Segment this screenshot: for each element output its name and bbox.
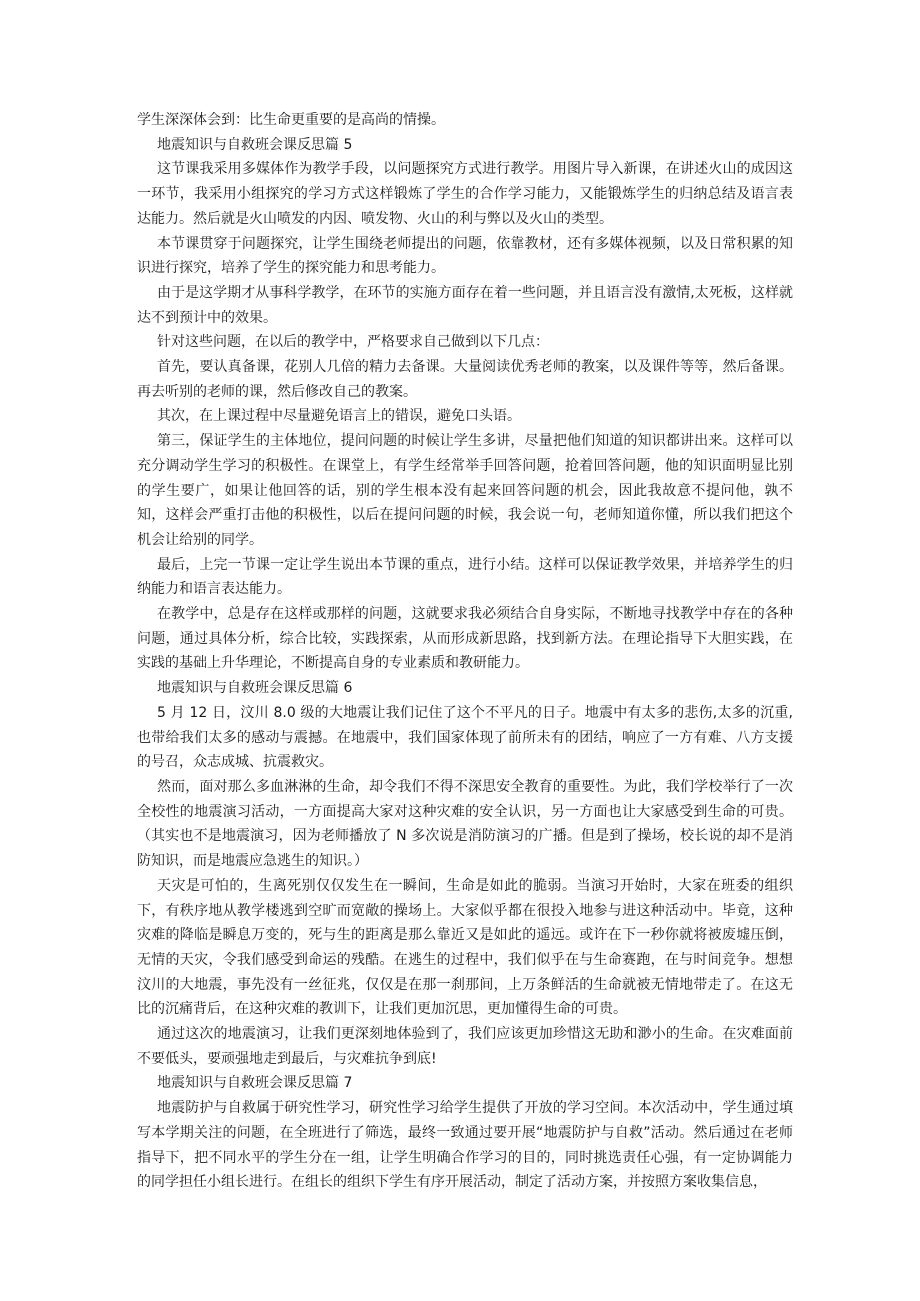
section-heading-6: 地震知识与自救班会课反思篇 6 [157, 680, 353, 697]
paragraph: 针对这些问题，在以后的教学中，严格要求自己做到以下几点： [157, 334, 549, 351]
paragraph: 5 月 12 日，汶川 8.0 级的大地震让我们记住了这个不平凡的日子。地震中有太多的悲伤,太多的沉重,也带给我们太多的感动与震撼。在地震中，我们国家体现了前所未有的团结，响应了一方有难、八方支援的号召，众志成城、抗震救灾。 [137, 704, 793, 771]
paragraph: 其次，在上课过程中尽量避免语言上的错误，避免口头语。 [157, 408, 521, 425]
section-heading-5: 地震知识与自救班会课反思篇 5 [157, 136, 353, 153]
paragraph: 通过这次的地震演习，让我们更深刻地体验到了，我们应该更加珍惜这无助和渺小的生命。在灾难面前不要低头，要顽强地走到最后，与灾难抗争到底! [137, 1026, 793, 1067]
paragraph: 首先，要认真备课，花别人几倍的精力去备课。大量阅读优秀老师的教案，以及课件等等，然后备课。再去听别的老师的课，然后修改自己的教案。 [137, 359, 793, 400]
paragraph: 地震防护与自救属于研究性学习，研究性学习给学生提供了开放的学习空间。本次活动中，学生通过填写本学期关注的问题，在全班进行了筛选，最终一致通过要开展“地震防护与自救”活动。然后通过在老师指导下，把不同水平的学生分在一组，让学生明确合作学习的目的，同时挑选责任心强，有一定协调能力的同学担任小组长进行。在组长的组织下学生有序开展活动，制定了活动方案，并按照方案收集信息， [137, 1100, 793, 1191]
paragraph: 最后，上完一节课一定让学生说出本节课的重点，进行小结。这样可以保证教学效果，并培养学生的归纳能力和语言表达能力。 [137, 556, 793, 598]
paragraph: 在教学中，总是存在这样或那样的问题，这就要求我必须结合自身实际，不断地寻找教学中存在的各种问题，通过具体分析，综合比较，实践探索，从而形成新思路，找到新方法。在理论指导下大胆实践，在实践的基础上升华理论，不断提高自身的专业素质和教研能力。 [137, 606, 793, 672]
paragraph: 这节课我采用多媒体作为教学手段，以问题探究方式进行教学。用图片导入新课，在讲述火山的成因这一环节，我采用小组探究的学习方式这样锻炼了学生的合作学习能力，又能锻炼学生的归纳总结及语言表达能力。然后就是火山喷发的内因、喷发物、火山的利与弊以及火山的类型。 [137, 161, 793, 227]
paragraph: 第三，保证学生的主体地位，提问问题的时候让学生多讲，尽量把他们知道的知识都讲出来。这样可以充分调动学生学习的积极性。在课堂上，有学生经常举手回答问题，抢着回答问题，他的知识面明显比别的学生要广，如果让他回答的话，别的学生根本没有起来回答问题的机会，因此我故意不提问他，孰不知，这样会严重打击他的积极性，以后在提问问题的时候，我会说一句，老师知道你懂，所以我们把这个机会让给别的同学。 [137, 433, 793, 548]
paragraph: 由于是这学期才从事科学教学，在环节的实施方面存在着一些问题，并且语言没有激情,太死板，这样就达不到预计中的效果。 [137, 284, 793, 326]
section-heading-7: 地震知识与自救班会课反思篇 7 [157, 1075, 353, 1092]
document-body [137, 108, 793, 1195]
paragraph: 然而，面对那么多血淋淋的生命，却令我们不得不深思安全教育的重要性。为此，我们学校举行了一次全校性的地震演习活动，一方面提高大家对这种灾难的安全认识，另一方面也让大家感受到生命的可贵。（其实也不是地震演习，因为老师播放了 N 多次说是消防演习的广播。但是到了操场，校长说的却不是消防知识，而是地震应急逃生的知识。） [137, 778, 793, 870]
paragraph: 本节课贯穿于问题探究，让学生围绕老师提出的问题，依靠教材，还有多媒体视频，以及日常积累的知识进行探究，培养了学生的探究能力和思考能力。 [137, 235, 793, 277]
paragraph: 学生深深体会到：比生命更重要的是高尚的情操。 [137, 112, 445, 128]
paragraph: 天灾是可怕的，生离死别仅仅发生在一瞬间，生命是如此的脆弱。当演习开始时，大家在班委的组织下，有秩序地从教学楼逃到空旷而宽敞的操场上。大家似乎都在很投入地参与进这种活动中。毕竟，这种灾难的降临是瞬息万变的，死与生的距离是那么靠近又是如此的遥远。或许在下一秒你就将被废墟压倒，无情的天灾，令我们感受到命运的残酷。在逃生的过程中，我们似乎在与生命赛跑，在与时间竞争。想想汶川的大地震，事先没有一丝征兆，仅仅是在那一刹那间，上万条鲜活的生命就被无情地带走了。在这无比的沉痛背后，在这种灾难的教训下，让我们更加沉思，更加懂得生命的可贵。 [137, 877, 793, 1018]
